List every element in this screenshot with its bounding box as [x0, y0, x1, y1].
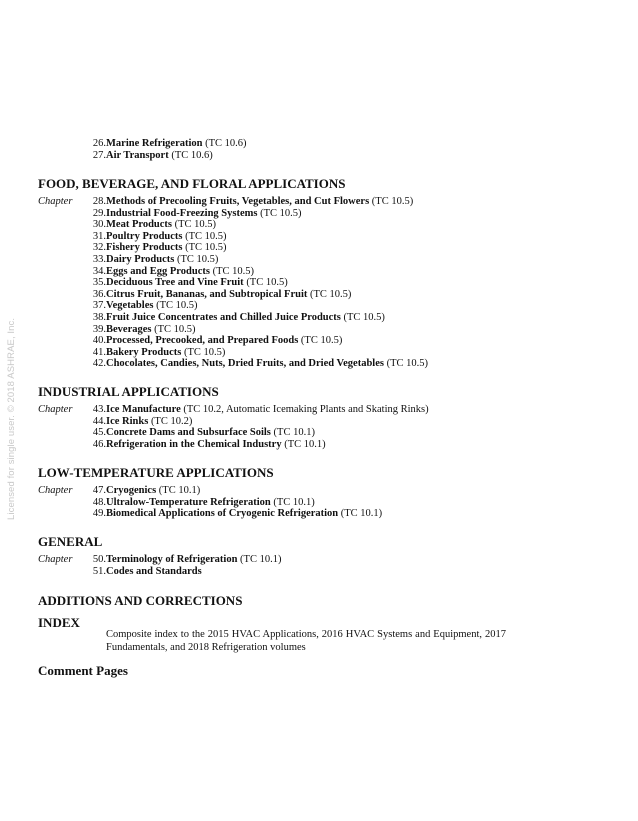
entry-title: Bakery Products — [106, 346, 182, 358]
entry-tc: (TC 10.5) — [300, 335, 343, 347]
entry-tc: (TC 10.5) — [183, 346, 226, 358]
entry-title: Marine Refrigeration — [106, 138, 203, 149]
entry-number: 44. — [92, 415, 106, 427]
section-heading-industrial: INDUSTRIAL APPLICATIONS — [38, 384, 219, 399]
entry-title: Codes and Standards — [106, 565, 202, 577]
entry-tc: (TC 10.5) — [176, 254, 219, 265]
index-heading[interactable]: INDEX — [38, 615, 80, 630]
entry-title: Vegetables — [106, 300, 154, 312]
entry-tc: (TC 10.5) — [371, 196, 414, 207]
entry-number: 27. — [92, 150, 106, 161]
entry-tc: (TC 10.1) — [240, 554, 282, 565]
entry-number: 49. — [92, 508, 106, 520]
entry-tc: (TC 10.5) — [154, 323, 196, 335]
entry-number: 46. — [92, 438, 106, 450]
entry-tc: (TC 10.5) — [386, 358, 429, 370]
entry-number: 43. — [92, 404, 106, 415]
entry-title: Ice Manufacture — [106, 404, 181, 415]
entry-number: 47. — [92, 485, 106, 496]
chapter-label: Chapter — [38, 196, 73, 207]
entry-title: Deciduous Tree and Vine Fruit — [106, 277, 244, 289]
entry-title: Methods of Precooling Fruits, Vegetables, and Cut Flowers — [106, 196, 370, 207]
entry-number: 36. — [92, 288, 106, 300]
entry-number: 33. — [92, 254, 106, 265]
entry-number: 42. — [92, 358, 106, 370]
entry-tc: (TC 10.5) — [156, 300, 198, 312]
entry-number: 41. — [92, 346, 106, 358]
license-watermark: Licensed for single user. © 2018 ASHRAE, Inc. — [6, 317, 17, 520]
entry-title: Terminology of Refrigeration — [106, 554, 238, 565]
chapter-label: Chapter — [38, 554, 73, 565]
entry-tc: (TC 10.5) — [343, 312, 385, 323]
entry-title: Processed, Precooked, and Prepared Foods — [106, 335, 299, 347]
entry-title: Meat Products — [106, 219, 172, 231]
entry-title: Industrial Food-Freezing Systems — [106, 207, 258, 219]
entry-title: Dairy Products — [106, 254, 175, 265]
comment-pages-heading[interactable]: Comment Pages — [38, 663, 128, 678]
entry-number: 40. — [92, 335, 106, 347]
entry-tc: (TC 10.1) — [158, 485, 201, 496]
entry-tc: (TC 10.6) — [205, 138, 247, 149]
entry-tc: (TC 10.2, Automatic Icemaking Plants and Skating Rinks) — [183, 404, 429, 415]
entry-title: Fishery Products — [106, 242, 183, 254]
entry-title: Beverages — [106, 323, 152, 335]
entry-tc: (TC 10.5) — [260, 207, 302, 219]
additions-heading[interactable]: ADDITIONS AND CORRECTIONS — [38, 593, 243, 608]
chapter-label: Chapter — [38, 485, 73, 496]
entry-title: Refrigeration in the Chemical Industry — [106, 438, 282, 450]
entry-title: Citrus Fruit, Bananas, and Subtropical Fruit — [106, 288, 308, 300]
entry-tc: (TC 10.1) — [284, 438, 326, 450]
section-heading-food: FOOD, BEVERAGE, AND FLORAL APPLICATIONS — [38, 176, 346, 191]
section-heading-low-temperature: LOW-TEMPERATURE APPLICATIONS — [38, 465, 274, 480]
entry-tc: (TC 10.5) — [185, 242, 227, 254]
entry-number: 28. — [92, 196, 106, 207]
entry-tc: (TC 10.6) — [171, 150, 213, 161]
entry-tc: (TC 10.5) — [185, 230, 227, 242]
entry-title: Chocolates, Candies, Nuts, Dried Fruits, and Dried Vegetables — [106, 358, 384, 370]
entry-title: Poultry Products — [106, 230, 183, 242]
entry-title: Air Transport — [106, 150, 169, 161]
entry-tc: (TC 10.1) — [273, 496, 315, 508]
entry-tc: (TC 10.1) — [273, 427, 315, 439]
entry-number: 31. — [92, 230, 106, 242]
entry-number: 37. — [92, 300, 106, 312]
entry-title: Ultralow-Temperature Refrigeration — [106, 496, 271, 508]
entry-tc: (TC 10.5) — [174, 219, 217, 231]
entry-number: 30. — [92, 219, 106, 231]
entry-title: Ice Rinks — [106, 415, 149, 427]
entry-number: 29. — [92, 207, 106, 219]
entry-number: 51. — [92, 565, 106, 577]
entry-number: 34. — [92, 265, 106, 277]
entry-tc: (TC 10.2) — [150, 415, 193, 427]
chapter-label: Chapter — [38, 404, 73, 415]
entry-tc: (TC 10.1) — [340, 508, 383, 520]
entry-tc: (TC 10.5) — [246, 277, 288, 289]
entry-title: Biomedical Applications of Cryogenic Refrigeration — [106, 508, 339, 520]
index-description: Composite index to the 2015 HVAC Applications, 2016 HVAC Systems and Equipment, 2017 Fundamentals, and 2018 Refrigeration volumes — [106, 629, 506, 653]
section-heading-general: GENERAL — [38, 534, 103, 549]
entry-number: 32. — [92, 242, 106, 254]
entry-title: Cryogenics — [106, 485, 157, 496]
entry-number: 50. — [92, 554, 106, 565]
entry-title: Concrete Dams and Subsurface Soils — [106, 427, 271, 439]
entry-number: 38. — [92, 312, 106, 323]
entry-number: 39. — [92, 323, 106, 335]
entry-title: Fruit Juice Concentrates and Chilled Juice Products — [106, 312, 341, 323]
entry-tc: (TC 10.5) — [212, 265, 255, 277]
entry-number: 26. — [92, 138, 106, 149]
entry-number: 48. — [92, 496, 106, 508]
entry-number: 35. — [92, 277, 106, 289]
entry-title: Eggs and Egg Products — [106, 265, 210, 277]
entry-number: 45. — [92, 427, 106, 439]
entry-tc: (TC 10.5) — [310, 288, 352, 300]
